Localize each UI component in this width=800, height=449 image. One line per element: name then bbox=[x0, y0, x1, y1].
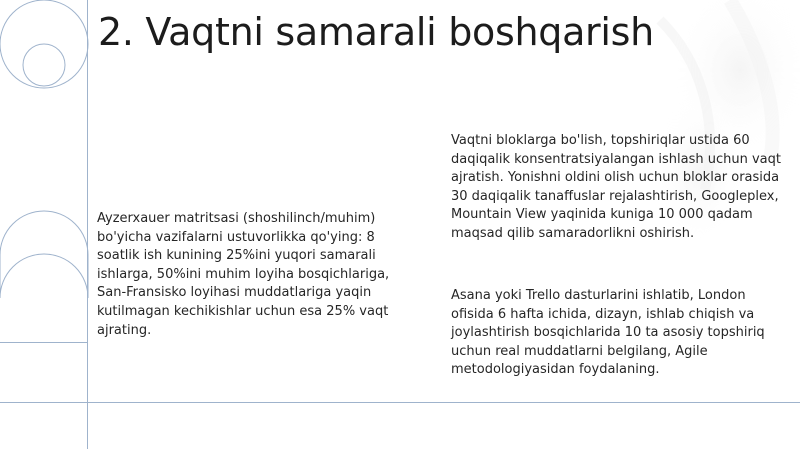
decorative-circle-small bbox=[23, 44, 65, 86]
slide-title: 2. Vaqtni samarali boshqarish bbox=[98, 10, 654, 54]
left-paragraph: Ayzerxauer matritsasi (shoshilinch/muhim) bo'yicha vazifalarni ustuvorlikka qo'ying: 8 soatlik ish kunining 25%ini yuqori samarali ishlarga, 50%ini muhim loyiha bosqichlariga, San-Fransisko loyihasi muddatlariga yaqin kutilmagan kechikishlar uchun esa 25% vaqt ajrating. bbox=[97, 211, 390, 338]
decorative-arc-upper bbox=[0, 211, 88, 255]
right-paragraph-task-tools: Asana yoki Trello dasturlarini ishlatib, London ofisida 6 hafta ichida, dizayn, ishlab chiqish va joylashtirish bosqichlarida 10 ta asosiy topshiriq uchun real muddatlarni belgilang, Agile metodologiyasidan foydalaning. bbox=[451, 288, 765, 378]
right-paragraph-time-blocking: Vaqtni bloklarga bo'lish, topshiriqlar ustida 60 daqiqalik konsentratsiyalangan ishlash uchun vaqt ajratish. Yonishni oldini olish uchun bloklar orasida 30 daqiqalik tanaffuslar rejalashtirish, Googleplex, Mountain View yaqinida kuniga 10 000 qadam maqsad qilib samaradorlikni oshirish. bbox=[451, 133, 782, 241]
decorative-arc-lower bbox=[0, 254, 88, 298]
